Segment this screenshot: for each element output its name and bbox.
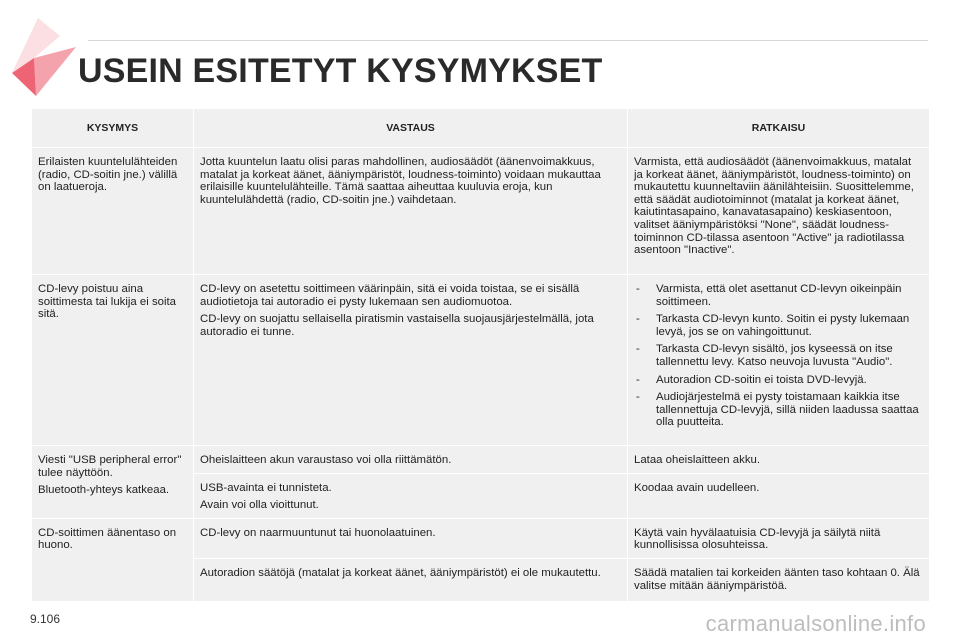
solution-cell (628, 473, 930, 518)
question-cell (32, 518, 194, 601)
page-title: USEIN ESITETYT KYSYMYKSET (78, 52, 603, 90)
solution-list-item: - Autoradion CD-soitin ei toista DVD-levyjä. (634, 374, 923, 387)
watermark: carmanualsonline.info (705, 611, 926, 636)
answer-text: CD-levy on asetettu soittimeen väärinpäin, sitä ei voida toistaa, se ei sisällä audiotietoja tai autoradio ei pysty lukemaan sen audiomuotoa. (200, 283, 580, 308)
answer-text: CD-levy on suojattu sellaisella piratismin vastaisella suojausjärjestelmällä, jota autoradio ei tunne. (200, 313, 594, 338)
answer-text: Jotta kuuntelun laatu olisi paras mahdollinen, audiosäädöt (äänenvoimakkuus, matalat ja korkeat äänet, ääniympäristöt, loudness-toiminto) voidaan mukauttaa erilaisille kuuntelulähteille. Tämä saattaa aiheuttaa kuuluvia eroja, kun kuuntelulähdettä (radio, CD-soitin jne.) vaihdetaan. (200, 156, 601, 206)
solution-cell (628, 558, 930, 601)
solution-cell (628, 275, 930, 446)
header-rule (88, 40, 928, 41)
answer-cell (194, 518, 628, 558)
solution-cell (628, 518, 930, 558)
question-cell (32, 275, 194, 446)
answer-text: CD-levy on naarmuuntunut tai huonolaatuinen. (200, 526, 436, 539)
answer-text: USB-avainta ei tunnisteta. (200, 481, 332, 494)
answer-cell (194, 446, 628, 474)
corner-triangle-decoration (0, 0, 90, 100)
table-row (32, 275, 930, 446)
answer-cell (194, 558, 628, 601)
solution-list-item: - Tarkasta CD-levyn kunto. Soitin ei pysty lukemaan levyä, jos se on vahingoittunut. (634, 313, 923, 338)
answer-text: Oheislaitteen akun varaustaso voi olla riittämätön. (200, 454, 452, 466)
question-cell (32, 148, 194, 275)
answer-text: Avain voi olla vioittunut. (200, 499, 319, 512)
question-cell (32, 446, 194, 519)
page-number: 9.106 (30, 612, 61, 626)
column-header-answer: VASTAUS (194, 109, 628, 148)
solution-list-item: - Tarkasta CD-levyn sisältö, jos kyseessä on itse tallennettu levy. Katso neuvoja luvusta "Audio". (634, 343, 923, 368)
column-header-solution: RATKAISU (628, 109, 930, 148)
solution-text: Käytä vain hyvälaatuisia CD-levyjä ja säilytä niitä kunnollisissa olosuhteissa. (634, 526, 881, 552)
table-header-row (32, 109, 930, 148)
column-header-question: KYSYMYS (32, 109, 194, 148)
table-row (32, 518, 930, 558)
question-text: CD-soittimen äänentaso on huono. (38, 526, 177, 552)
question-text: Bluetooth-yhteys katkeaa. (38, 484, 170, 497)
solution-text: Säädä matalien tai korkeiden äänten taso kohtaan 0. Älä valitse mitään ääniympäristöä. (634, 566, 920, 592)
solution-text: Varmista, että audiosäädöt (äänenvoimakkuus, matalat ja korkeat äänet, ääniympäristöt, loudness-toiminto) on mukautettu kuunneltaviin äänilähteisiin. Suosittelemme, että säädät audiotoiminnot (matalat ja korkeat äänet, kaiutintasapaino, kanavatasapaino) keskiasentoon, valitset ääniympäristöksi "None", säädät loudness-toiminnon CD-tilassa asentoon "Active" ja radiotilassa asentoon "Inactive". (634, 156, 914, 257)
table-row (32, 446, 930, 474)
answer-text: Autoradion säätöjä (matalat ja korkeat äänet, ääniympäristöt) ei ole mukautettu. (200, 566, 601, 579)
solution-list-item: - Audiojärjestelmä ei pysty toistamaan kaikkia itse tallennettuja CD-levyjä, sillä niiden laadussa saattaa olla puutteita. (634, 391, 923, 429)
solution-cell (628, 148, 930, 275)
answer-cell (194, 148, 628, 275)
question-text: CD-levy poistuu aina soittimesta tai lukija ei soita sitä. (38, 283, 177, 321)
answer-cell (194, 275, 628, 446)
solution-text: Koodaa avain uudelleen. (634, 481, 760, 494)
answer-cell (194, 473, 628, 518)
question-text: Erilaisten kuuntelulähteiden (radio, CD-soitin jne.) välillä on laatueroja. (38, 156, 178, 194)
table-row (32, 148, 930, 275)
solution-text: Lataa oheislaitteen akku. (634, 454, 761, 466)
faq-table (31, 108, 930, 602)
solution-list (634, 283, 923, 429)
solution-list-item: - Varmista, että olet asettanut CD-levyn oikeinpäin soittimeen. (634, 283, 923, 308)
solution-cell (628, 446, 930, 474)
question-text: Viesti "USB peripheral error" tulee näyttöön. (38, 454, 182, 479)
